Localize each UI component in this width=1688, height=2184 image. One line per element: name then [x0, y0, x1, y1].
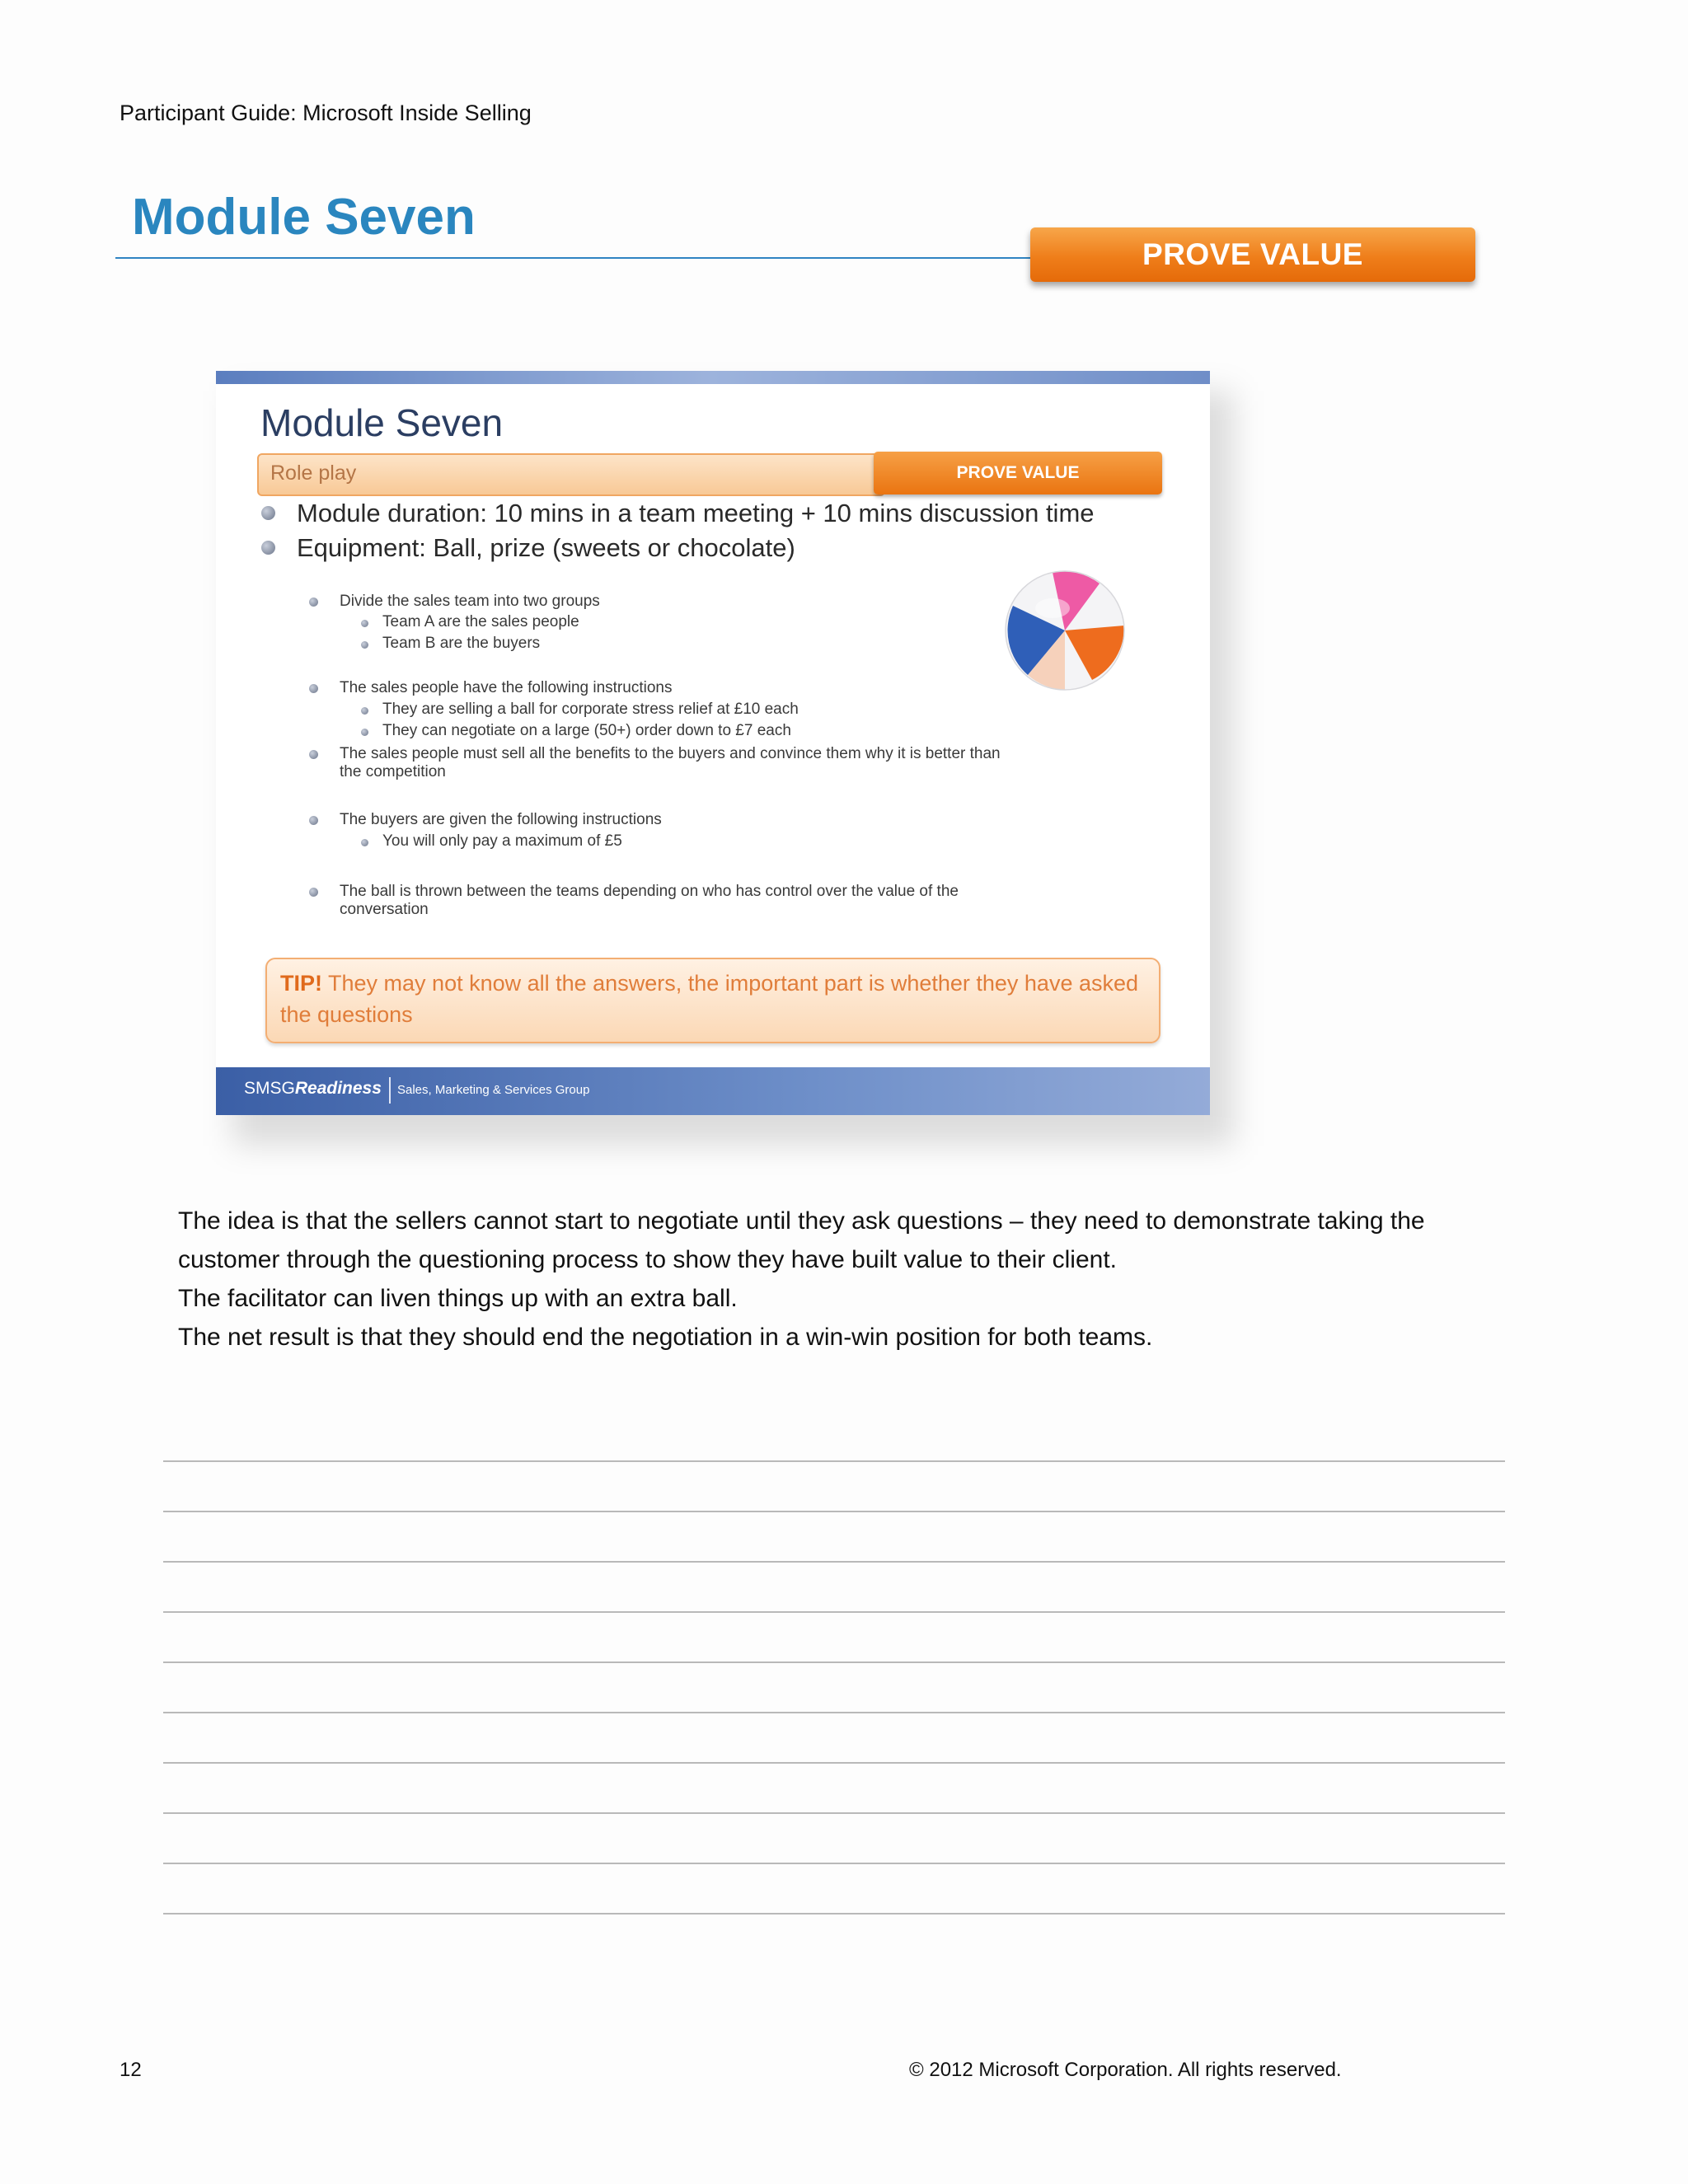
body-paragraph: The net result is that they should end the negotiation in a win-win position for both teams.	[178, 1324, 1153, 1351]
sub-step-item: You will only pay a maximum of £5	[382, 832, 622, 850]
bullet-icon	[261, 541, 275, 555]
note-line	[163, 1561, 1505, 1563]
bullet-icon	[361, 707, 368, 715]
tip-body: They may not know all the answers, the important part is whether they have asked the questions	[280, 971, 1139, 1027]
copyright-notice: © 2012 Microsoft Corporation. All rights reserved.	[909, 2059, 1342, 2081]
body-text	[178, 1202, 1513, 1357]
step-item-continued: conversation	[340, 901, 429, 918]
footer-separator	[389, 1077, 391, 1104]
step-item: The sales people have the following instructions	[340, 679, 673, 696]
footer-group-name: Sales, Marketing & Services Group	[397, 1083, 590, 1097]
step-item: The buyers are given the following instructions	[340, 811, 662, 828]
slide-top-bar	[216, 371, 1210, 384]
bullet-icon	[261, 506, 275, 520]
note-line	[163, 1611, 1505, 1613]
bullet-icon	[309, 684, 318, 693]
bullet-equipment: Equipment: Ball, prize (sweets or chocolate)	[297, 533, 795, 562]
slide-footer	[216, 1067, 1210, 1115]
note-line	[163, 1762, 1505, 1764]
note-line	[163, 1511, 1505, 1512]
bullet-icon	[361, 729, 368, 736]
page-title: Module Seven	[132, 189, 476, 246]
step-item: Divide the sales team into two groups	[340, 593, 600, 610]
slide-image	[216, 371, 1210, 1115]
role-play-bar	[257, 453, 885, 496]
smsg-readiness-logo	[244, 1079, 382, 1099]
bullet-icon	[361, 620, 368, 627]
role-play-label: Role play	[270, 462, 357, 485]
sub-step-item: They can negotiate on a large (50+) order down to £7 each	[382, 722, 791, 739]
body-paragraph: The idea is that the sellers cannot start to negotiate until they ask questions – they need to demonstrate taking the customer through the questioning process to show they have built value to their client.	[178, 1207, 1425, 1273]
prove-value-badge: PROVE VALUE	[1030, 227, 1475, 282]
tip-text	[280, 968, 1146, 1030]
bullet-icon	[309, 816, 318, 825]
brand-bold: Readiness	[294, 1079, 382, 1098]
note-line	[163, 1460, 1505, 1462]
sub-step-item: Team B are the buyers	[382, 635, 541, 652]
step-item: The ball is thrown between the teams depending on who has control over the value of the	[340, 883, 959, 900]
step-item-continued: the competition	[340, 763, 446, 780]
running-header: Participant Guide: Microsoft Inside Selling	[120, 101, 532, 125]
bullet-icon	[309, 750, 318, 759]
sub-step-item: Team A are the sales people	[382, 613, 579, 630]
tip-label: TIP!	[280, 971, 322, 996]
slide	[216, 371, 1210, 1115]
bullet-duration: Module duration: 10 mins in a team meeting + 10 mins discussion time	[297, 499, 1095, 527]
body-paragraph: The facilitator can liven things up with an extra ball.	[178, 1285, 738, 1312]
slide-prove-value-badge: PROVE VALUE	[874, 452, 1162, 494]
brand-prefix: SMSG	[244, 1079, 295, 1098]
note-line	[163, 1661, 1505, 1663]
step-item: The sales people must sell all the benefits to the buyers and convince them why it is better than	[340, 745, 1001, 762]
title-divider	[115, 257, 1039, 259]
bullet-icon	[361, 839, 368, 846]
sub-step-item: They are selling a ball for corporate stress relief at £10 each	[382, 701, 799, 718]
bullet-icon	[309, 888, 318, 897]
bullet-icon	[309, 598, 318, 607]
bullet-icon	[361, 641, 368, 649]
beach-ball-icon	[1003, 569, 1127, 692]
note-line	[163, 1712, 1505, 1713]
note-line	[163, 1863, 1505, 1864]
page-number: 12	[120, 2059, 142, 2081]
slide-title: Module Seven	[260, 401, 504, 444]
note-line	[163, 1812, 1505, 1814]
note-line	[163, 1913, 1505, 1915]
tip-box	[265, 958, 1160, 1043]
